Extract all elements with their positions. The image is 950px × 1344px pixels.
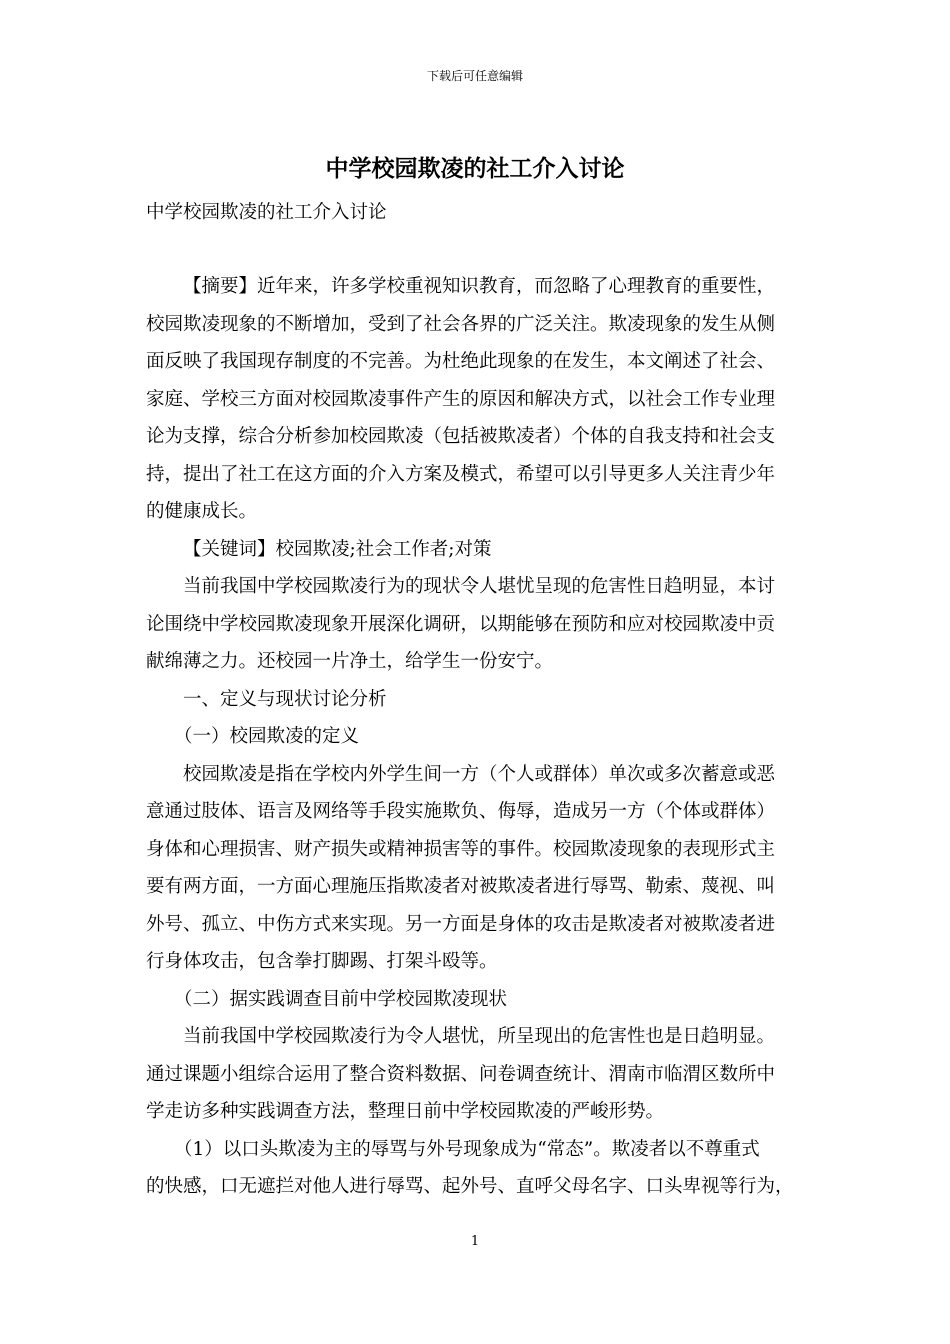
body-text [146, 268, 814, 1206]
abstract-line-7: 的健康成长。 [146, 501, 258, 522]
intro-line-3: 献绵薄之力。还校园一片净土，给学生一份安宁。 [146, 651, 554, 672]
abstract-line-6: 持，提出了社工在这方面的介入方案及模式，希望可以引导更多人关注青少年 [146, 463, 776, 485]
page-number: 1 [470, 1234, 480, 1249]
status-line-2: 通过课题小组综合运用了整合资料数据、问卷调查统计、渭南市临渭区数所中 [146, 1063, 776, 1085]
keywords-line: 【关键词】校园欺凌;社会工作者;对策 [183, 538, 492, 560]
document-title: 中学校园欺凌的社工介入讨论 [325, 155, 625, 182]
definition-line-5: 外号、孤立、中伤方式来实现。另一方面是身体的攻击是欺凌者对被欺凌者进 [146, 913, 776, 935]
abstract-line-5: 论为支撑，综合分析参加校园欺凌（包括被欺凌者）个体的自我支持和社会支 [146, 426, 776, 447]
document-subtitle: 中学校园欺凌的社工介入讨论 [146, 202, 387, 223]
status-line-1: 当前我国中学校园欺凌行为令人堪忧，所呈现出的危害性也是日趋明显。 [183, 1026, 776, 1047]
abstract-line-2: 校园欺凌现象的不断增加，受到了社会各界的广泛关注。欺凌现象的发生从侧 [146, 313, 776, 335]
intro-line-2: 论围绕中学校园欺凌现象开展深化调研，以期能够在预防和应对校园欺凌中贡 [146, 613, 776, 635]
abstract-line-1: 【摘要】近年来，许多学校重视知识教育，而忽略了心理教育的重要性， [183, 276, 776, 297]
point-1-line-2: 的快感，口无遮拦对他人进行辱骂、起外号、直呼父母名字、口头卑视等行为， [146, 1176, 794, 1197]
definition-line-4: 要有两方面，一方面心理施压指欺凌者对被欺凌者进行辱骂、勒索、蔑视、叫 [146, 876, 776, 897]
abstract-line-4: 家庭、学校三方面对校园欺凌事件产生的原因和解决方式，以社会工作专业理 [146, 388, 776, 410]
point-1-line-1: （1）以口头欺凌为主的辱骂与外号现象成为“常态”。欺凌者以不尊重式 [174, 1138, 760, 1160]
status-line-3: 学走访多种实践调查方法，整理日前中学校园欺凌的严峻形势。 [146, 1101, 665, 1122]
subsection-heading-2: （二）据实践调查目前中学校园欺凌现状 [174, 988, 508, 1010]
abstract-line-3: 面反映了我国现存制度的不完善。为杜绝此现象的在发生，本文阐述了社会、 [146, 351, 776, 372]
definition-line-1: 校园欺凌是指在学校内外学生间一方（个人或群体）单次或多次蓄意或恶 [183, 763, 776, 785]
intro-line-1: 当前我国中学校园欺凌行为的现状令人堪忧呈现的危害性日趋明显，本讨 [183, 576, 776, 597]
subsection-heading-1: （一）校园欺凌的定义 [174, 726, 360, 747]
header-note: 下载后可任意编辑 [426, 69, 523, 83]
definition-line-3: 身体和心理损害、财产损失或精神损害等的事件。校园欺凌现象的表现形式主 [146, 838, 776, 860]
definition-line-6: 行身体攻击，包含拳打脚踢、打架斗殴等。 [146, 951, 498, 972]
section-heading-1: 一、定义与现状讨论分析 [183, 688, 387, 710]
definition-line-2: 意通过肢体、语言及网络等手段实施欺负、侮辱，造成另一方（个体或群体） [146, 801, 776, 822]
